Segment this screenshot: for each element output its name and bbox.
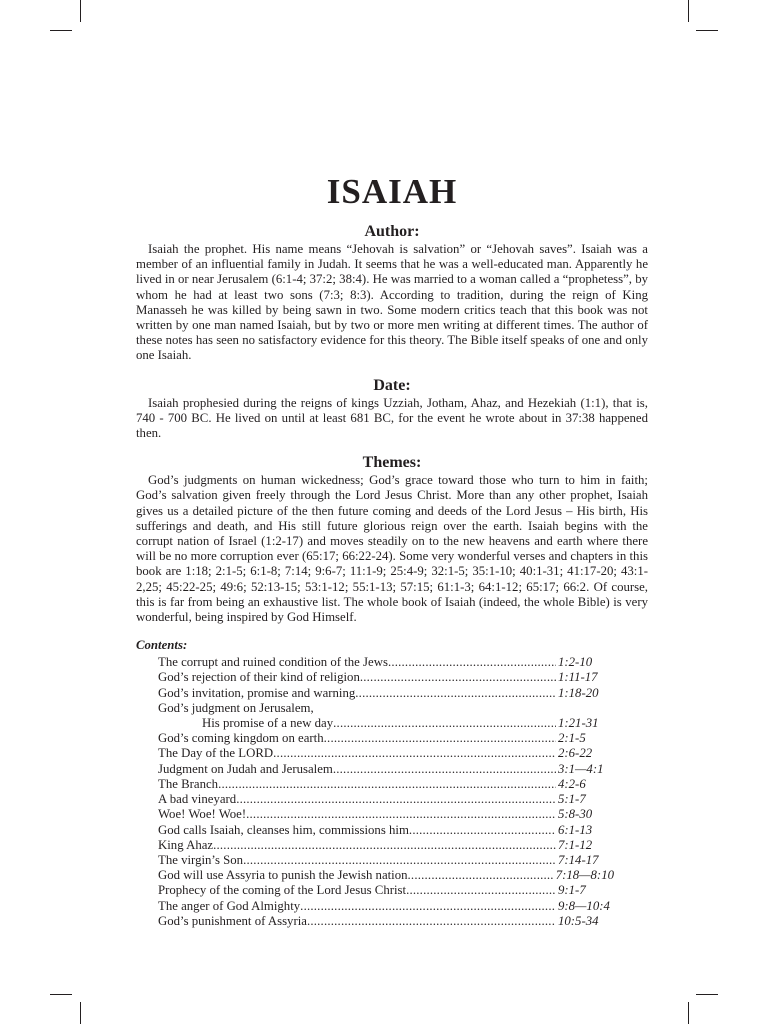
toc-entry [158, 853, 614, 868]
toc-entry-ref: 9:8—10:4 [558, 898, 610, 913]
toc-entry [158, 655, 614, 670]
toc-entry-title: The Day of the LORD [158, 746, 274, 761]
toc-leader [246, 807, 556, 822]
toc-entry [158, 746, 614, 761]
toc-entry-title: The Branch [158, 776, 219, 791]
toc-entry-title-line: God’s judgment on Jerusalem, [158, 700, 314, 715]
author-paragraph: Isaiah the prophet. His name means “Jehovah is salvation” or “Jehovah saves”. Isaiah was a member of an influential family in Judah. It seems that he was a well-educated man. Apparently he lived in or near Jerusalem (6:1-4; 37:2; 38:4). He was married to a woman called a “prophetess”, by whom he had at least two sons (7:3; 8:3). According to tradition, during the reign of King Manasseh he was killed by being sawn in two. Some modern critics teach that this book was not written by one man named Isaiah, but by two or more men writing at different times. The author of these notes has seen no satisfactory evidence for this theory. The Bible itself speaks of one and only one Isaiah. [136, 242, 648, 363]
contents-list [158, 655, 614, 929]
toc-leader [213, 838, 556, 853]
toc-entry [158, 838, 614, 853]
toc-entry-ref: 1:2-10 [558, 655, 593, 670]
contents-label: Contents: [136, 638, 188, 653]
toc-entry-ref: 6:1-13 [558, 822, 593, 837]
toc-entry-ref: 2:6-22 [558, 746, 593, 761]
toc-entry-ref: 2:1-5 [558, 731, 586, 746]
toc-leader [360, 670, 556, 685]
toc-entry [158, 716, 614, 731]
toc-leader [355, 686, 556, 701]
crop-mark-top-left-h [50, 30, 72, 31]
date-heading: Date: [373, 376, 411, 394]
toc-entry-ref: 7:14-17 [558, 852, 599, 867]
toc-entry-ref: 5:1-7 [558, 792, 586, 807]
toc-leader [307, 914, 556, 929]
toc-entry-title: The corrupt and ruined condition of the Jews [158, 655, 388, 670]
toc-leader [300, 899, 556, 914]
crop-mark-bottom-right-v [688, 1002, 689, 1024]
toc-entry-ref: 9:1-7 [558, 883, 586, 898]
toc-entry-ref: 3:1—4:1 [558, 761, 604, 776]
toc-entry [158, 762, 614, 777]
toc-entry-ref: 7:1-12 [558, 837, 593, 852]
crop-mark-bottom-left-h [50, 994, 72, 995]
toc-entry-ref: 1:21-31 [558, 716, 599, 731]
date-paragraph: Isaiah prophesied during the reigns of kings Uzziah, Jotham, Ahaz, and Hezekiah (1:1), that is, 740 - 700 BC. He lived on until at least 681 BC, for the event he wrote about in 37:38 happened then. [136, 395, 648, 441]
themes-paragraph: God’s judgments on human wickedness; God’s grace toward those who turn to him in faith; God’s salvation given freely through the Lord Jesus Christ. More than any other prophet, Isaiah gives us a detailed picture of the then future coming and deeds of the Lord Jesus – His birth, His sufferings and death, and His still future glorious reign over the earth. Isaiah begins with the corrupt nation of Israel (1:2-17) and moves steadily on to the new heavens and earth where there will be no more corruption ever (65:17; 66:22-24). Some very wonderful verses and chapters in this book are 1:18; 2:1-5; 6:1-8; 7:14; 9:6-7; 11:1-9; 25:4-9; 32:1-5; 35:1-10; 40:1-31; 41:17-20; 43:1-2,25; 45:22-25; 49:6; 52:13-15; 53:1-12; 55:1-13; 57:15; 61:1-3; 64:1-12; 65:17; 66:2. Of course, this is far from being an exhaustive list. The whole book of Isaiah (indeed, the whole Bible) is very wonderful, being inspired by God Himself. [136, 473, 648, 625]
toc-leader [243, 853, 556, 868]
toc-entry [158, 899, 614, 914]
toc-entry [158, 670, 614, 685]
toc-entry-ref: 5:8-30 [558, 807, 593, 822]
toc-entry-title: A bad vineyard [158, 792, 237, 807]
toc-entry [158, 823, 614, 838]
toc-entry [158, 686, 614, 701]
book-title: ISAIAH [326, 172, 458, 211]
toc-leader [273, 746, 556, 761]
toc-leader [388, 655, 556, 670]
toc-entry [158, 807, 614, 822]
crop-mark-top-left-v [80, 0, 81, 22]
crop-mark-bottom-right-h [696, 994, 718, 995]
toc-leader [408, 868, 554, 883]
toc-entry-title: God’s invitation, promise and warning [158, 685, 356, 700]
toc-leader [324, 731, 556, 746]
toc-entry [158, 883, 614, 898]
author-heading: Author: [364, 223, 420, 240]
toc-entry-title: The anger of God Almighty [158, 898, 301, 913]
toc-entry-ref: 10:5-34 [558, 913, 599, 928]
toc-entry [158, 777, 614, 792]
toc-leader [409, 823, 556, 838]
crop-mark-top-right-h [696, 30, 718, 31]
toc-entry-ref: 4:2-6 [558, 776, 586, 791]
themes-heading: Themes: [362, 454, 422, 472]
toc-leader [406, 883, 556, 898]
toc-leader [333, 762, 556, 777]
toc-entry [158, 731, 614, 746]
toc-entry-title: God calls Isaiah, cleanses him, commissions him [158, 822, 409, 837]
toc-entry-title: God’s coming kingdom on earth [158, 731, 324, 746]
toc-entry-title: Judgment on Judah and Jerusalem [158, 761, 333, 776]
toc-entry-title: Prophecy of the coming of the Lord Jesus Christ [158, 883, 407, 898]
toc-entry-ref: 1:11-17 [558, 670, 598, 685]
toc-entry [158, 868, 614, 883]
toc-leader [333, 716, 556, 731]
toc-entry-title: The virgin’s Son [158, 852, 244, 867]
toc-entry-ref: 7:18—8:10 [555, 868, 614, 883]
crop-mark-bottom-left-v [80, 1002, 81, 1024]
toc-entry-title: God will use Assyria to punish the Jewish nation [158, 868, 408, 883]
crop-mark-top-right-v [688, 0, 689, 22]
toc-entry [158, 792, 614, 807]
toc-leader [218, 777, 556, 792]
toc-entry [158, 914, 614, 929]
toc-entry-title: God’s rejection of their kind of religion [158, 670, 360, 685]
toc-entry-subtitle: His promise of a new day [202, 716, 334, 731]
toc-entry-ref: 1:18-20 [558, 685, 599, 700]
toc-leader [236, 792, 556, 807]
page-content [136, 170, 648, 929]
toc-entry-title: God’s punishment of Assyria [158, 913, 307, 928]
toc-entry-title: Woe! Woe! Woe! [158, 807, 247, 822]
toc-entry-title: King Ahaz [158, 837, 214, 852]
